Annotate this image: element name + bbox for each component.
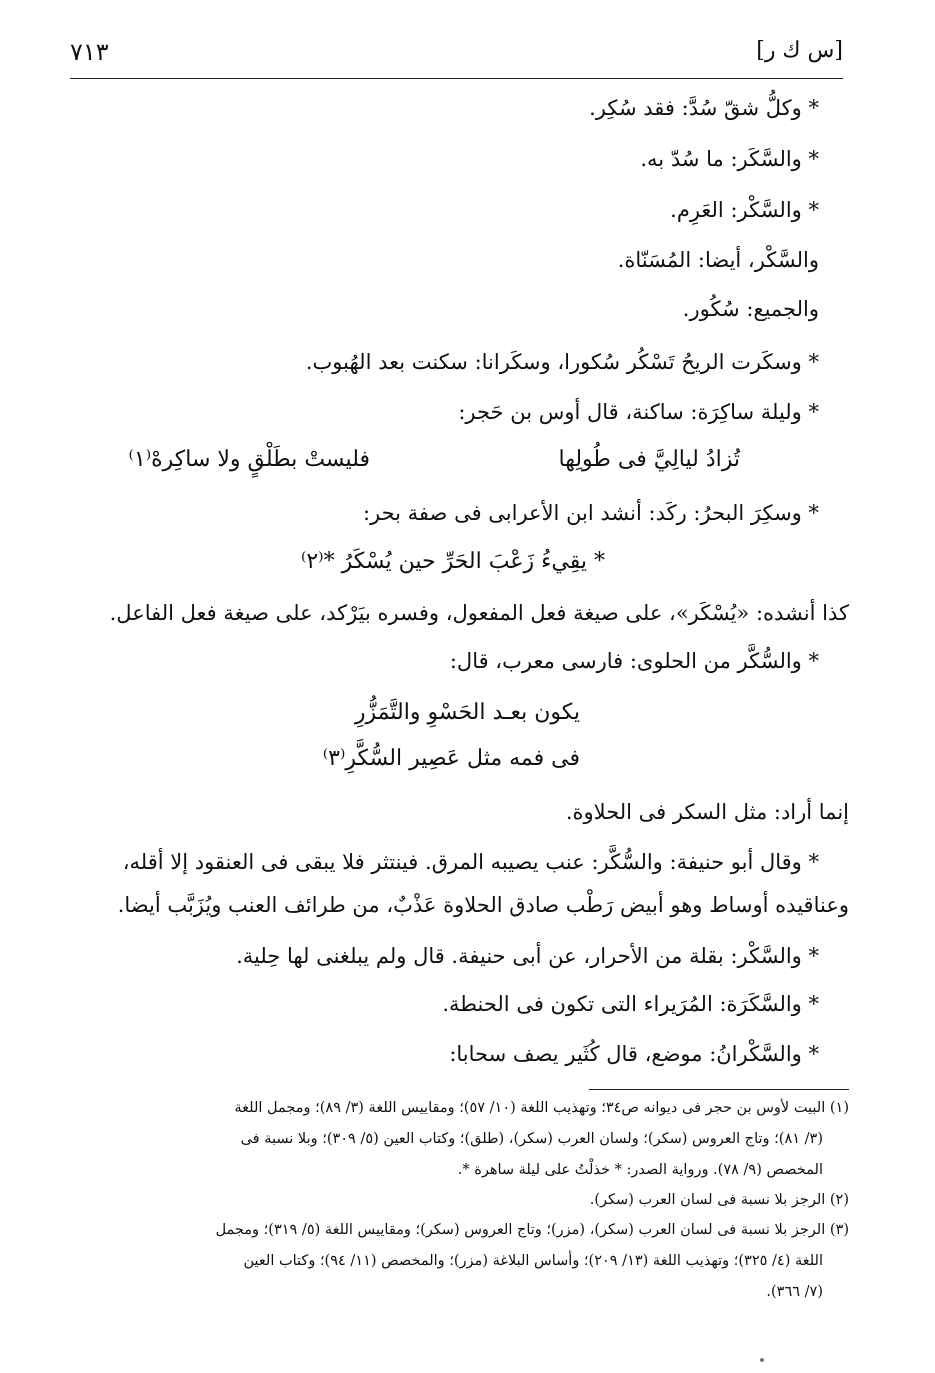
rajaz-verse: فى فمه مثل عَصِير السُّكَّرِ⁽٣⁾: [322, 746, 580, 771]
footnote: (١) البيت لأوس بن حجر فى ديوانه ص٣٤؛ وتهذيب اللغة (١٠/ ٥٧)؛ ومقاييس اللغة (٣/ ٨٩)؛ ومجمل اللغة: [234, 1100, 849, 1116]
entry-line: * والسَّكَرَة: المُرَيراء التى تكون فى الحنطة.: [442, 992, 819, 1016]
entry-line: وعناقيده أوساط وهو أبيض رَطْب صادق الحلاوة عَذْبٌ، من طرائف العنب ويُزَبَّب أيضا.: [117, 893, 849, 917]
footnote: (٣/ ٨١)؛ وتاج العروس (سكر)؛ ولسان العرب (سكر)، (طلق)؛ وكتاب العين (٥/ ٣٠٩)؛ وبلا نسبة فى: [240, 1131, 823, 1147]
page-header: [70, 38, 843, 74]
entry-line: كذا أنشده: «يُسْكَر»، على صيغة فعل المفعول، وفسره بيَرْكد، على صيغة فعل الفاعل.: [109, 601, 849, 625]
entry-line: إنما أراد: مثل السكر فى الحلاوة.: [565, 800, 849, 824]
entry-line: * والسَّكْر: بقلة من الأحرار، عن أبى حنيفة. قال ولم يبلغنى لها حِلية.: [236, 944, 819, 968]
entry-line: والجميع: سُكُور.: [682, 297, 819, 321]
entry-line: * وقال أبو حنيفة: والسُّكَّر: عنب يصيبه المرق. فينتثر فلا يبقى فى العنقود إلا أقله،: [122, 850, 819, 874]
entry-line: والسَّكْر، أيضا: المُسَنّاة.: [617, 248, 819, 272]
footnote: المخصص (٩/ ٧٨). ورواية الصدر: * خذلْتُ على ليلة ساهرة *.: [457, 1162, 823, 1178]
entry-line: * والسَّكَر: ما سُدّ به.: [640, 147, 819, 171]
rajaz-verse: يكون بعـد الحَسْوِ والتَّمَزُّرِ: [354, 700, 580, 725]
entry-line: * والسُّكَّر من الحلوى: فارسى معرب، قال:: [449, 649, 819, 673]
entry-line: * وسكِرَ البحرُ: ركَد: أنشد ابن الأعرابى فى صفة بحر:: [362, 501, 819, 525]
header-rule: [70, 78, 843, 79]
footnote: (٧/ ٣٦٦).: [766, 1284, 823, 1300]
rajaz-verse: * يقِيءُ زَعْبَ الحَرِّ حين يُسْكَرُ *⁽٢⁾: [300, 549, 605, 574]
page-number: ٧١٣: [70, 38, 109, 66]
scan-speck: [760, 1358, 764, 1362]
footnote-separator: [589, 1089, 849, 1090]
verse-hemistich-right: تُزادُ ليالِيَّ فى طُولِها: [558, 447, 740, 472]
footnote: (٢) الرجز بلا نسبة فى لسان العرب (سكر).: [589, 1192, 849, 1208]
entry-line: * وسكَرت الريحُ تَسْكُر سُكورا، وسكَرانا: سكنت بعد الهُبوب.: [305, 350, 819, 374]
entry-line: * والسَّكْرانُ: موضع، قال كُثَير يصف سحابا:: [449, 1042, 819, 1066]
footnote: (٣) الرجز بلا نسبة فى لسان العرب (سكر)، (مزر)؛ وتاج العروس (سكر)؛ ومقاييس اللغة (٥/ ٣١٩)؛ ومجمل: [215, 1222, 849, 1238]
root-heading: [س ك ر]: [756, 38, 843, 63]
footnote: اللغة (٤/ ٣٢٥)؛ وتهذيب اللغة (١٣/ ٢٠٩)؛ وأساس البلاغة (مزر)؛ والمخصص (١١/ ٩٤)؛ وكتاب العين: [243, 1253, 823, 1269]
entry-line: * وليلة ساكِرَة: ساكنة، قال أوس بن حَجر:: [458, 400, 819, 424]
verse-hemistich-left: فليستْ بطَلْقٍ ولا ساكِرهْ⁽١⁾: [128, 447, 370, 472]
entry-line: * وكلُّ شقّ سُدَّ: فقد سُكِر.: [589, 96, 819, 120]
entry-line: * والسَّكْر: العَرِم.: [670, 198, 819, 222]
